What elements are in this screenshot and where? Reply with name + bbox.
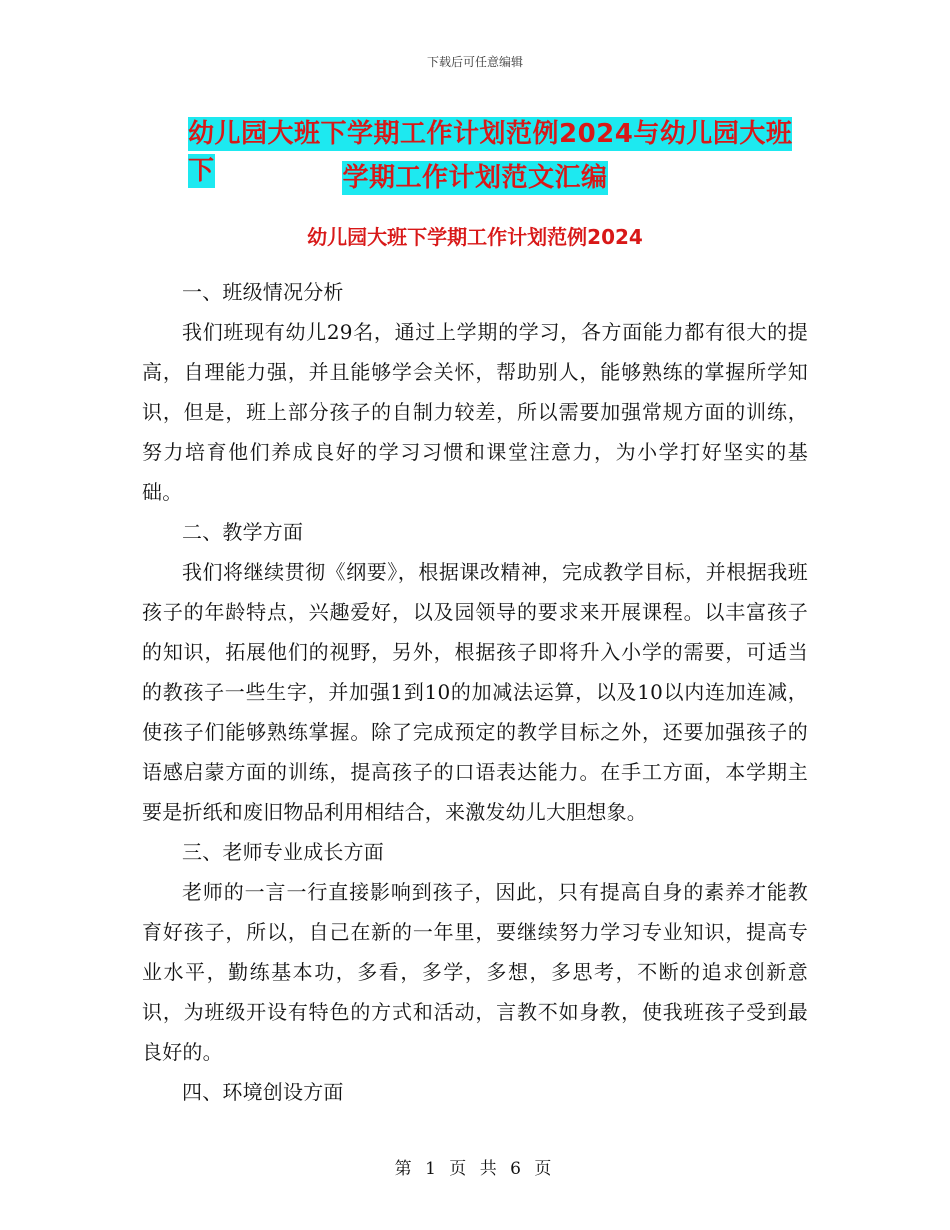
paragraph-teaching: 我们将继续贯彻《纲要》，根据课改精神，完成教学目标，并根据我班孩子的年龄特点，兴趣爱好，以及园领导的要求来开展课程。以丰富孩子的知识，拓展他们的视野，另外，根据孩子即将升入小学的需要，可适当的教孩子一些生字，并加强1到10的加减法运算，以及10以内连加连减，使孩子们能够熟练掌握。除了完成预定的教学目标之外，还要加强孩子的语感启蒙方面的训练，提高孩子的口语表达能力。在手工方面，本学期主要是折纸和废旧物品利用相结合，来激发幼儿大胆想象。 [142,560,808,824]
heading-environment: 四、环境创设方面 [182,1080,344,1104]
page-header-note: 下载后可任意编辑 [426,55,523,69]
section-title: 幼儿园大班下学期工作计划范例2024 [307,225,643,249]
paragraph-teacher-growth: 老师的一言一行直接影响到孩子，因此，只有提高自身的素养才能教育好孩子，所以，自己在新的一年里，要继续努力学习专业知识，提高专业水平，勤练基本功，多看，多学，多想，多思考，不断的追求创新意识，为班级开设有特色的方式和活动，言教不如身教，使我班孩子受到最良好的。 [142,880,808,1064]
heading-class-analysis: 一、班级情况分析 [182,280,344,304]
document-title-line-1-text: 幼儿园大班下学期工作计划范例2024与幼儿园大班下 [188,119,793,186]
heading-teaching: 二、教学方面 [182,520,304,544]
document-body [142,272,808,1112]
paragraph-class-analysis: 我们班现有幼儿29名，通过上学期的学习，各方面能力都有很大的提高，自理能力强，并且能够学会关怀，帮助别人，能够熟练的掌握所学知识，但是，班上部分孩子的自制力较差，所以需要加强常规方面的训练，努力培育他们养成良好的学习习惯和课堂注意力，为小学打好坚实的基础。 [142,320,808,504]
document-title-line-2 [0,157,950,194]
document-title-line-2-text: 学期工作计划范文汇编 [342,163,608,193]
heading-teacher-growth: 三、老师专业成长方面 [182,840,384,864]
page-footer-number: 第 1 页 共 6 页 [394,1159,556,1179]
